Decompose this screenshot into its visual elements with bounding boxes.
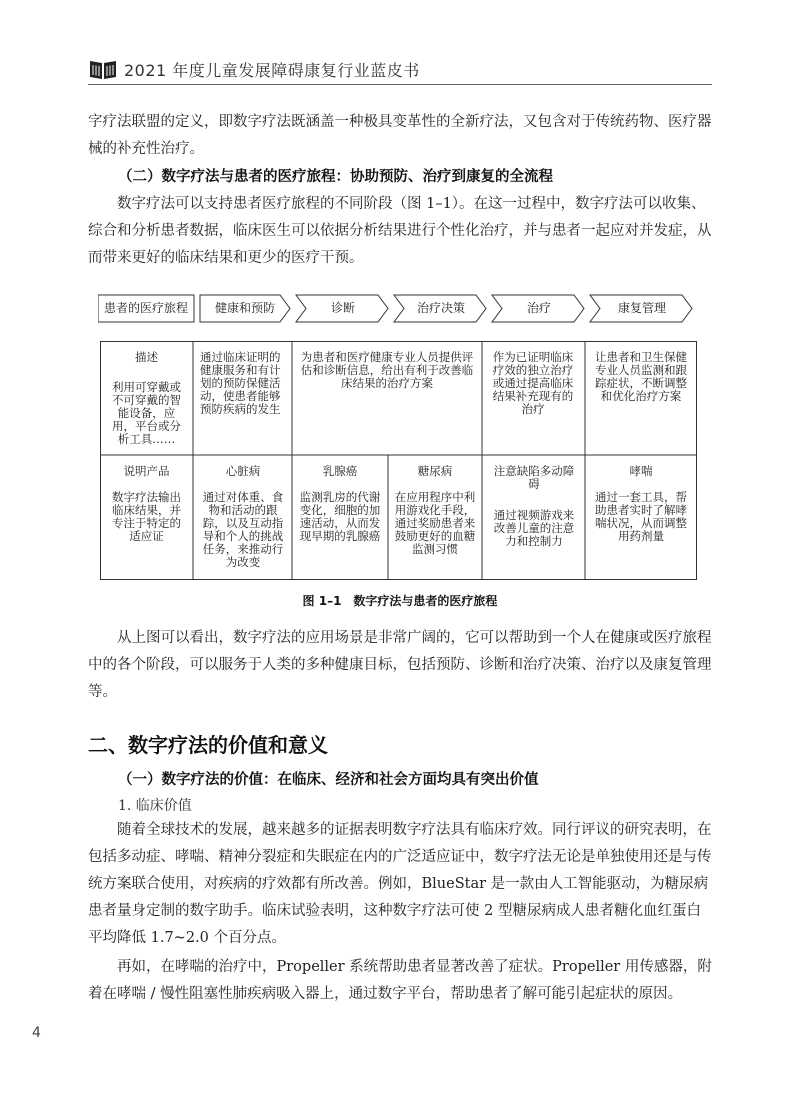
clinical-paragraph: 随着全球技术的发展，越来越多的证据表明数字疗法具有临床疗效。同行评议的研究表明，在包括多动症、哮喘、精神分裂症和失眠症在内的广泛适应证中，数字疗法无论是单独使用还是与传统方案联合使用，对疾病的疗效都有所改善。例如，BlueStar 是一款由人工智能驱动，为糖尿病患者量身定制的数字助手。临床试验表明，这种数字疗法可使 2 型糖尿病成人患者糖化血红蛋白平均降低 1.7~2.0 个百分点。 bbox=[88, 822, 712, 946]
row-label-description: 描述 bbox=[135, 350, 158, 364]
figure-caption: 图 1–1 数字疗法与患者的医疗旅程 bbox=[302, 594, 498, 608]
stage-label: 患者的医疗旅程 bbox=[103, 301, 188, 315]
subsection-paragraph: 数字疗法可以支持患者医疗旅程的不同阶段（图 1–1）。在这一过程中，数字疗法可以收集、综合和分析患者数据，临床医生可以依据分析结果进行个性化治疗，并与患者一起应对并发症，从而带来更好的临床结果和更少的医疗干预。 bbox=[88, 196, 712, 266]
intro-paragraph: 字疗法联盟的定义，即数字疗法既涵盖一种极具变革性的全新疗法，又包含对于传统药物、医疗器械的补充性治疗。 bbox=[88, 114, 712, 157]
stage-label: 治疗 bbox=[526, 301, 551, 315]
stage-label: 治疗决策 bbox=[416, 301, 465, 315]
product-title-breast: 乳腺癌 bbox=[322, 464, 358, 478]
stage-label: 诊断 bbox=[330, 301, 355, 315]
after-figure-paragraph: 从上图可以看出，数字疗法的应用场景是非常广阔的，它可以帮助到一个人在健康或医疗旅程中的各个阶段，可以服务于人类的多种健康目标，包括预防、诊断和治疗决策、治疗以及康复管理等。 bbox=[88, 630, 712, 700]
book-icon bbox=[88, 58, 118, 80]
section-heading: 二、数字疗法的价值和意义 bbox=[88, 733, 328, 757]
description-text: 利用可穿戴或不可穿戴的智能设备，应用，平台或分析工具…… bbox=[112, 380, 181, 446]
propeller-paragraph: 再如，在哮喘的治疗中，Propeller 系统帮助患者显著改善了症状。Propeller 用传感器，附着在哮喘 / 慢性阻塞性肺疾病吸入器上，通过数字平台，帮助患者了解可能引起症状的原因。 bbox=[88, 959, 712, 1002]
row-label-products: 说明产品 bbox=[123, 464, 170, 478]
description-treatment: 作为已证明临床疗效的独立治疗或通过提高临床结果补充现有的治疗 bbox=[492, 350, 574, 416]
subsection-heading: （二）数字疗法与患者的医疗旅程：协助预防、治疗到康复的全流程 bbox=[118, 169, 553, 185]
product-text-heart: 通过对体重、食物和活动的跟踪，以及互动指导和个人的挑战任务，来推动行为改变 bbox=[202, 490, 284, 569]
product-title-adhd: 注意缺陷多动障碍 bbox=[493, 464, 575, 491]
product-text-adhd: 通过视频游戏来改善儿童的注意力和控制力 bbox=[493, 508, 575, 548]
item-heading-clinical: 1. 临床价值 bbox=[118, 798, 192, 814]
products-text: 数字疗法输出临床结果，并专注于特定的适应证 bbox=[112, 490, 181, 543]
journey-table bbox=[100, 341, 697, 581]
header-title: 2021 年度儿童发展障碍康复行业蓝皮书 bbox=[124, 61, 420, 80]
product-text-diabetes: 在应用程序中利用游戏化手段，通过奖励患者来鼓励更好的血糖监测习惯 bbox=[394, 490, 476, 556]
header-rule bbox=[88, 84, 712, 85]
running-header bbox=[88, 54, 712, 84]
subsection-heading-value: （一）数字疗法的价值：在临床、经济和社会方面均具有突出价值 bbox=[118, 772, 539, 788]
page-number: 4 bbox=[32, 1025, 41, 1041]
stage-label: 康复管理 bbox=[617, 301, 666, 315]
product-text-breast: 监测乳房的代谢变化，细胞的加速活动，从而发现早期的乳腺癌 bbox=[299, 490, 381, 543]
description-diagnosis-decision: 为患者和医疗健康专业人员提供评估和诊断信息，给出有利于改善临床结果的治疗方案 bbox=[300, 350, 474, 390]
product-title-heart: 心脏病 bbox=[225, 464, 261, 478]
description-rehab: 让患者和卫生保健专业人员监测和跟踪症状，不断调整和优化治疗方案 bbox=[595, 350, 687, 403]
product-text-asthma: 通过一套工具，帮助患者实时了解哮喘状况，从而调整用药剂量 bbox=[595, 490, 687, 543]
description-health: 通过临床证明的健康服务和有计划的预防保健活动，使患者能够预防疾病的发生 bbox=[200, 350, 281, 416]
journey-stage-bar bbox=[98, 294, 694, 324]
stage-label: 健康和预防 bbox=[214, 301, 275, 315]
product-title-asthma: 哮喘 bbox=[629, 464, 653, 478]
product-title-diabetes: 糖尿病 bbox=[417, 464, 453, 478]
